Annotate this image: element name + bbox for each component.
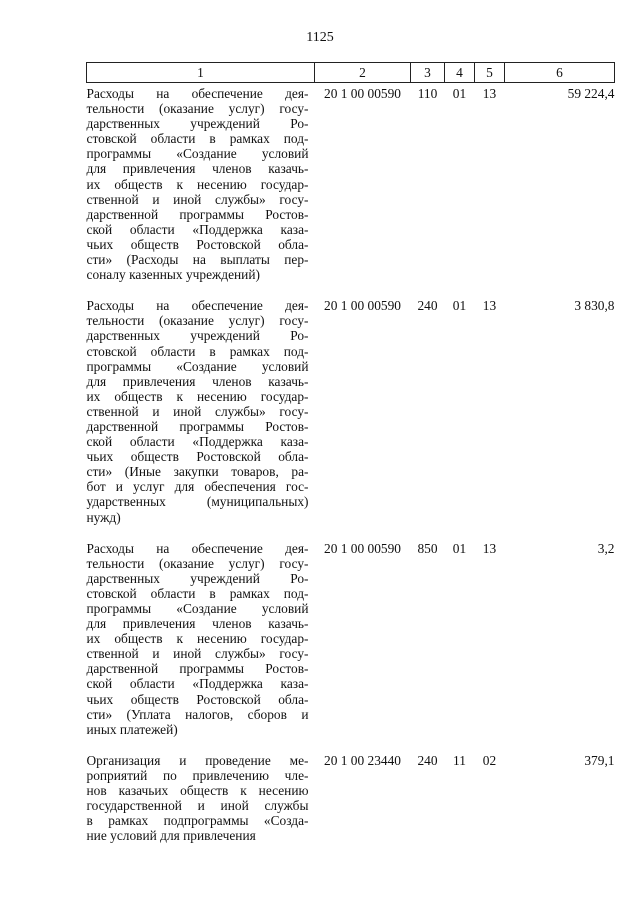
- description-line: соналу казенных учреждений): [86, 267, 260, 283]
- page-number: 1125: [306, 30, 334, 45]
- description-line: нужд): [86, 509, 121, 525]
- description-line: ской области «Поддержка каза-: [86, 676, 309, 692]
- header-col-5: 5: [475, 63, 505, 83]
- description-line: дарственной программы Ростов-: [86, 206, 309, 222]
- row-section: 01: [452, 540, 467, 556]
- row-code: 20 1 00 00590: [324, 86, 401, 101]
- description-line: их обществ к несению государ-: [86, 388, 309, 404]
- row-description: [87, 750, 315, 857]
- row-description: [87, 83, 315, 296]
- description-line: бот и услуг для обеспечения гос-: [86, 479, 309, 495]
- description-line: сти» (Уплата налогов, сборов и: [86, 706, 309, 722]
- description-line: стовской области в рамках под-: [86, 343, 309, 359]
- row-code: 20 1 00 00590: [324, 298, 401, 314]
- row-expense-type: 850: [417, 540, 438, 556]
- description-line: Организация и проведение ме-: [86, 752, 309, 768]
- description-line: для привлечения членов казачь-: [86, 616, 309, 632]
- description-line: дарственной программы Ростов-: [86, 661, 309, 677]
- description-line: чьих обществ Ростовской обла-: [86, 236, 309, 252]
- header-col-1: 1: [87, 63, 315, 83]
- description-line: в рамках подпрограммы «Созда-: [86, 813, 309, 829]
- header-col-6: 6: [505, 63, 615, 83]
- description-line: иных платежей): [86, 721, 178, 737]
- header-col-2: 2: [315, 63, 411, 83]
- description-line: ственной и иной службы» госу-: [86, 191, 309, 207]
- row-subsection: 13: [482, 86, 497, 101]
- description-line: ударственных (муниципальных): [86, 494, 309, 510]
- description-line: роприятий по привлечению чле-: [86, 767, 309, 783]
- description-line: чьих обществ Ростовской обла-: [86, 691, 309, 707]
- description-line: дарственных учреждений Ро-: [86, 328, 309, 344]
- description-line: тельности (оказание услуг) госу-: [86, 101, 309, 117]
- table-body: [87, 83, 615, 857]
- row-expense-type: 110: [417, 86, 438, 101]
- row-subsection: 02: [482, 752, 497, 768]
- description-line: ской области «Поддержка каза-: [86, 221, 309, 237]
- description-line: стовской области в рамках под-: [86, 131, 309, 147]
- description-line: программы «Создание условий: [86, 601, 309, 616]
- row-expense-type: 240: [417, 752, 438, 768]
- description-line: дарственных учреждений Ро-: [86, 116, 309, 132]
- description-line: ской области «Поддержка каза-: [86, 434, 309, 450]
- row-code: 20 1 00 23440: [324, 752, 401, 768]
- row-amount: 3 830,8: [574, 298, 615, 314]
- description-line: тельности (оказание услуг) госу-: [86, 555, 309, 571]
- row-section: 11: [453, 752, 466, 768]
- description-line: ние условий для привлечения: [86, 828, 256, 844]
- row-section: 01: [452, 86, 467, 101]
- table-row: [87, 538, 615, 750]
- description-line: ственной и иной службы» госу-: [86, 646, 309, 662]
- row-amount: 59 224,4: [567, 86, 615, 101]
- table-row: [87, 750, 615, 857]
- description-line: Расходы на обеспечение дея-: [86, 540, 309, 556]
- description-line: сти» (Расходы на выплаты пер-: [86, 252, 309, 268]
- row-code: 20 1 00 00590: [324, 540, 401, 556]
- description-line: сти» (Иные закупки товаров, ра-: [86, 464, 309, 480]
- row-amount: 379,1: [584, 752, 615, 768]
- description-line: их обществ к несению государ-: [86, 631, 309, 647]
- row-description: [87, 295, 315, 537]
- row-subsection: 13: [482, 298, 497, 314]
- description-line: их обществ к несению государ-: [86, 176, 309, 192]
- budget-table: [86, 62, 615, 856]
- row-subsection: 13: [482, 540, 497, 556]
- description-line: Расходы на обеспечение дея-: [86, 298, 309, 314]
- row-section: 01: [452, 298, 467, 314]
- description-line: дарственных учреждений Ро-: [86, 570, 309, 586]
- description-line: для привлечения членов казачь-: [86, 161, 309, 177]
- header-col-3: 3: [411, 63, 445, 83]
- row-expense-type: 240: [417, 298, 438, 314]
- description-line: чьих обществ Ростовской обла-: [86, 449, 309, 465]
- description-line: тельности (оказание услуг) госу-: [86, 313, 309, 329]
- description-line: ственной и иной службы» госу-: [86, 403, 309, 419]
- table-row: [87, 83, 615, 296]
- description-line: Расходы на обеспечение дея-: [86, 86, 309, 101]
- row-description: [87, 538, 315, 750]
- header-row: [87, 63, 615, 83]
- row-amount: 3,2: [597, 540, 615, 556]
- description-line: для привлечения членов казачь-: [86, 373, 309, 389]
- description-line: государственной и иной службы: [86, 798, 309, 814]
- header-col-4: 4: [445, 63, 475, 83]
- description-line: дарственной программы Ростов-: [86, 418, 309, 434]
- description-line: программы «Создание условий: [86, 146, 309, 162]
- table-row: [87, 295, 615, 537]
- description-line: стовской области в рамках под-: [86, 585, 309, 601]
- description-line: программы «Создание условий: [86, 358, 309, 374]
- description-line: нов казачьих обществ к несению: [86, 783, 309, 799]
